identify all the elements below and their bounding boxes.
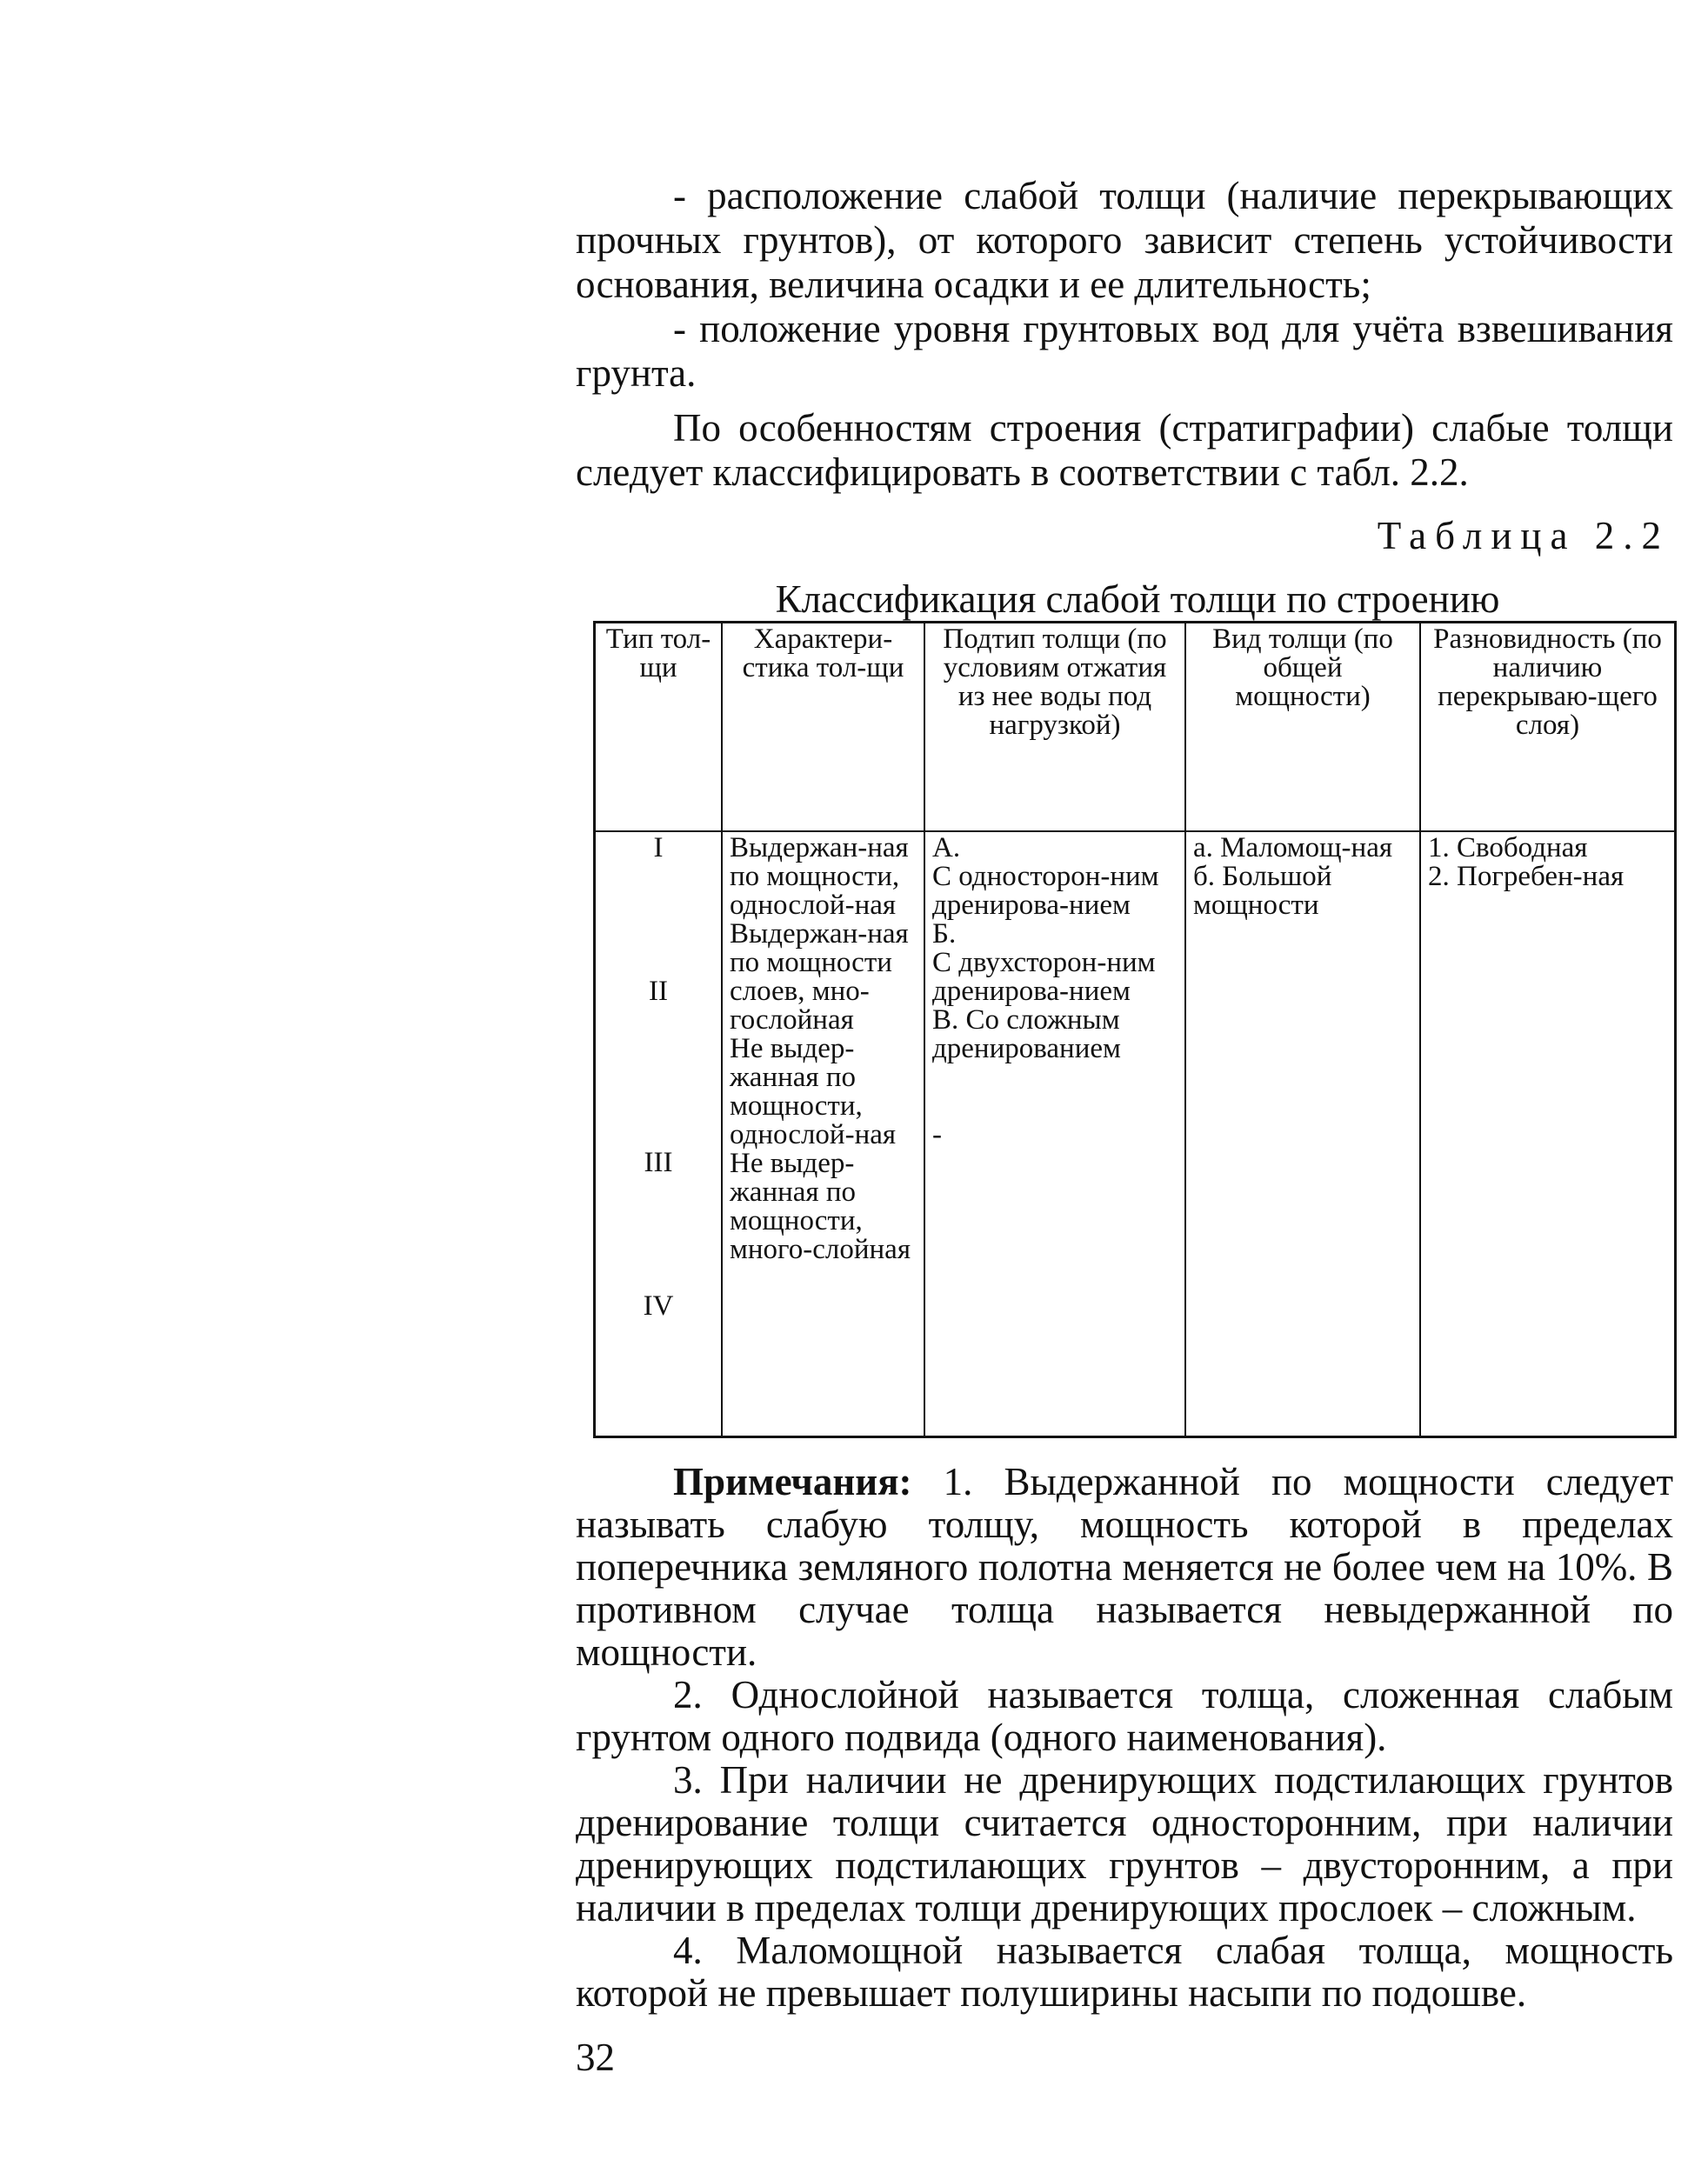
type-mark-1: I (653, 832, 664, 863)
type-mark-4: IV (643, 1290, 674, 1322)
variety-item: 2. Погребен-ная (1428, 861, 1625, 892)
note-3: 3. При наличии не дренирующих подстилающих грунтов дренирование толщи считается односторонним, при наличии дренирующих подстилающих грунтов – двусторонним, а при наличии в пределах толщи дренирующих прослоек – сложным. (576, 1758, 1673, 1929)
type-column (596, 831, 722, 1436)
subtype-column (924, 831, 1185, 1436)
variety-item: 1. Свободная (1428, 832, 1588, 863)
intro-bullet-1: - расположение слабой толщи (наличие перекрывающих прочных грунтов), от которого зависит степень устойчивости основания, величина осадки и ее длительность; (576, 174, 1673, 306)
document-page (576, 174, 1673, 2080)
table-label: Таблица 2.2 (1377, 514, 1670, 557)
type-mark-3: III (644, 1147, 673, 1178)
subtype-item: С двухсторон-ним дренирова-нием (932, 947, 1156, 1007)
subtype-item: А. (932, 832, 961, 863)
intro-paragraph: По особенностям строения (стратиграфии) слабые толщи следует классифицировать в соответствии с табл. 2.2. (576, 406, 1673, 494)
characteristic-item: Выдержан-ная по мощности, однослой-ная (730, 832, 909, 921)
characteristic-column (722, 831, 924, 1436)
subtype-item: С односторон-ним дренирова-нием (932, 861, 1159, 921)
note-4: 4. Маломощной называется слабая толща, мощность которой не превышает полуширины насыпи по подошве. (576, 1929, 1673, 2015)
page-number: 32 (576, 2036, 615, 2079)
intro-bullet-2: - положение уровня грунтовых вод для учёта взвешивания грунта. (576, 307, 1673, 395)
characteristic-item: Не выдер-жанная по мощности, однослой-ная (730, 1033, 897, 1150)
subtype-item: Б. (932, 918, 957, 950)
subtype-dash: - (932, 1119, 942, 1150)
subtype-item: В. Со сложным дренированием (932, 1004, 1121, 1064)
variety-column (1420, 831, 1674, 1436)
classification-table (596, 623, 1674, 1436)
classification-table-frame (593, 621, 1677, 1438)
note-1-text: 1. Выдержанной по мощности следует называть слабую толщу, мощность которой в пределах поперечника земляного полотна меняется не более чем на 10%. В противном случае толща называется невыдержанной по мощности. (576, 1460, 1674, 1674)
table-body-row (596, 831, 1674, 1436)
header-kind: Вид толщи (по общей мощности) (1185, 623, 1420, 831)
kind-item: б. Большой мощности (1193, 861, 1332, 921)
kind-item: а. Маломощ-ная (1193, 832, 1393, 863)
kind-column (1185, 831, 1420, 1436)
header-characteristic: Характери-стика тол-щи (722, 623, 924, 831)
note-2: 2. Однослойной называется толща, сложенная слабым грунтом одного подвида (одного наименования). (576, 1673, 1673, 1759)
note-1 (576, 1461, 1673, 1674)
characteristic-item: Не выдер-жанная по мощности, много-слойная (730, 1148, 911, 1265)
header-variety: Разновидность (по наличию перекрываю-щего слоя) (1420, 623, 1674, 831)
header-type: Тип тол-щи (596, 623, 722, 831)
characteristic-item: Выдержан-ная по мощности слоев, мно-гослойная (730, 918, 909, 1036)
notes-label: Примечания: (673, 1460, 912, 1503)
notes-section (576, 1461, 1673, 2015)
header-subtype: Подтип толщи (по условиям отжатия из нее воды под нагрузкой) (924, 623, 1185, 831)
table-caption: Классификация слабой толщи по строению (775, 577, 1500, 621)
table-header-row (596, 623, 1674, 831)
type-mark-2: II (649, 976, 668, 1007)
